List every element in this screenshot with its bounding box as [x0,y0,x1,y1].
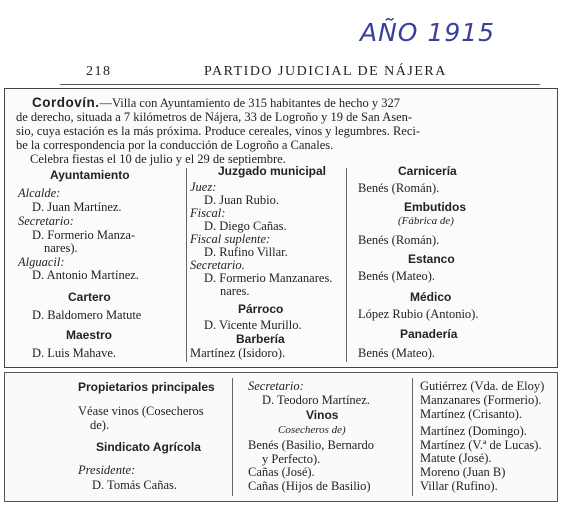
right-list-item-4: Martínez (V.ª de Lucas). [420,438,542,452]
value-medico: López Rubio (Antonio). [358,307,479,321]
value-secretario-ayto-1: D. Formerio Manza- [32,228,136,242]
value-juez: D. Juan Rubio. [204,193,279,207]
heading-vinos: Vinos [306,408,339,422]
value-secretario-juzgado-2: nares. [220,284,250,298]
label-secretario-sindicato: Secretario: [248,379,304,393]
value-vease-1: Véase vinos (Cosecheros [78,404,204,418]
heading-carniceria: Carnicería [398,164,457,178]
lower-divider-2 [412,378,413,496]
heading-juzgado: Juzgado municipal [218,164,327,178]
value-barberia: Martínez (Isidoro). [190,346,286,360]
heading-maestro: Maestro [66,328,113,342]
heading-parroco: Párroco [238,302,284,316]
label-secretario-ayto: Secretario: [18,214,74,228]
label-fiscal-suplente: Fiscal suplente: [190,232,271,246]
heading-ayuntamiento: Ayuntamiento [50,168,130,182]
heading-panaderia: Panadería [400,327,458,341]
column-divider-2 [346,168,347,362]
value-carniceria: Benés (Román). [358,181,440,195]
heading-barberia: Barbería [236,332,285,346]
value-panaderia: Benés (Mateo). [358,346,436,360]
entry-line-4: Celebra fiestas el 10 de julio y el 29 de septiembre. [30,152,286,166]
right-list-item-6: Moreno (Juan B) [420,465,506,479]
label-fiscal: Fiscal: [190,206,226,220]
value-parroco: D. Vicente Murillo. [204,318,302,332]
value-secretario-sindicato: D. Teodoro Martínez. [262,393,370,407]
right-list-item-7: Villar (Rufino). [420,479,498,493]
header-rule [60,84,540,85]
page-title: PARTIDO JUDICIAL DE NÁJERA [204,64,447,79]
value-secretario-ayto-2: nares). [44,241,78,255]
vinos-item-3: Cañas (Hijos de Basilio) [248,479,371,493]
column-divider-1 [186,168,187,362]
entry-line-3: be la correspondencia por la conducción de Logroño a Canales. [16,138,334,152]
value-secretario-juzgado-1: D. Formerio Manzanares. [204,271,333,285]
label-alguacil: Alguacil: [18,255,65,269]
heading-estanco: Estanco [408,252,455,266]
lower-divider-1 [232,378,233,496]
heading-cartero: Cartero [68,290,111,304]
right-list-item-0: Gutiérrez (Vda. de Eloy) [420,379,545,393]
heading-embutidos: Embutidos [404,200,466,214]
value-cartero: D. Baldomero Matute [32,308,142,322]
label-alcalde: Alcalde: [18,186,61,200]
page-number: 218 [86,64,112,79]
heading-propietarios: Propietarios principales [78,380,215,394]
label-presidente: Presidente: [78,463,136,477]
entry-name: Cordovín. [32,95,100,110]
subheading-embutidos: (Fábrica de) [398,215,454,227]
value-alguacil: D. Antonio Martínez. [32,268,139,282]
entry-line-2: sio, cuya estación es la más próxima. Produce cereales, vinos y legumbres. Reci- [16,124,421,138]
value-alcalde: D. Juan Martínez. [32,200,122,214]
right-list-item-2: Martínez (Crisanto). [420,407,523,421]
vinos-item-1: y Perfecto). [262,452,321,466]
value-maestro: D. Luis Mahave. [32,346,117,360]
heading-sindicato: Sindicato Agrícola [96,440,201,454]
value-presidente: D. Tomás Cañas. [92,478,177,492]
right-list-item-5: Matute (José). [420,451,492,465]
heading-medico: Médico [410,290,452,304]
entry-text [32,96,400,110]
vinos-item-2: Cañas (José). [248,465,315,479]
value-fiscal: D. Diego Cañas. [204,219,287,233]
vinos-item-0: Benés (Basilio, Bernardo [248,438,375,452]
label-secretario-juzgado: Secretario. [190,258,245,272]
right-list-item-3: Martínez (Domingo). [420,424,527,438]
label-juez: Juez: [190,180,217,194]
subheading-cosecheros: Cosecheros de) [278,424,346,436]
entry-line-1: de derecho, situada a 7 kilómetros de Nájera, 33 de Logroño y 19 de San Asen- [16,110,413,124]
entry-line-0: —Villa con Ayuntamiento de 315 habitantes de hecho y 327 [99,96,400,110]
value-estanco: Benés (Mateo). [358,269,436,283]
value-fiscal-suplente: D. Rufino Villar. [204,245,288,259]
value-embutidos: Benés (Román). [358,233,440,247]
value-vease-2: de). [90,418,110,432]
right-list-item-1: Manzanares (Formerio). [420,393,542,407]
handwritten-year: AÑO 1915 [360,18,496,47]
